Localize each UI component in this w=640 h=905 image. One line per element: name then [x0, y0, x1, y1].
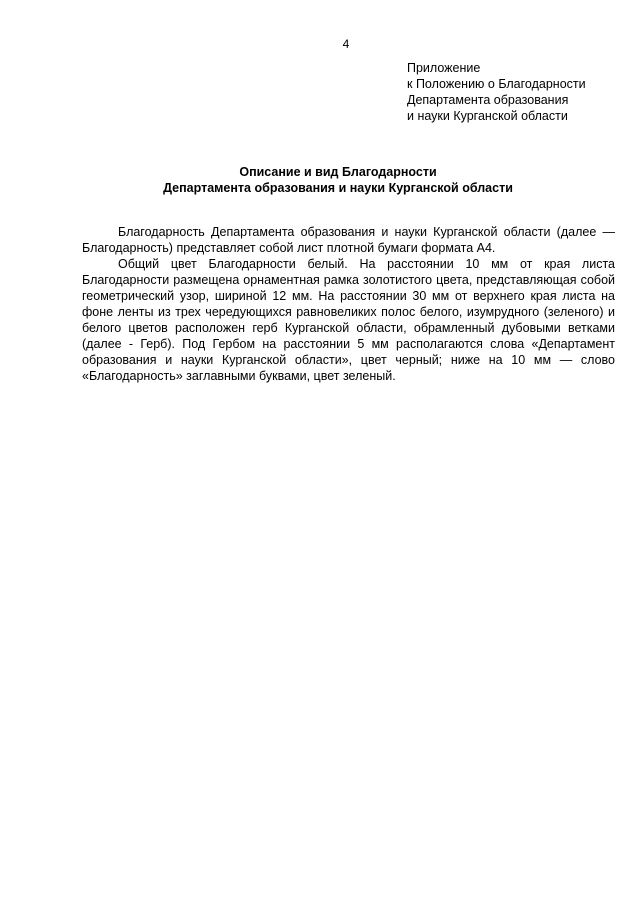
appendix-header	[407, 60, 586, 124]
body-paragraph: Благодарность Департамента образования и науки Курганской области (далее — Благодарность) представляет собой лист плотной бумаги формата А4.	[82, 225, 615, 255]
document-title	[0, 164, 640, 196]
appendix-line: и науки Курганской области	[407, 109, 568, 123]
title-line-2: Департамента образования и науки Курганской области	[163, 181, 513, 195]
appendix-line: Приложение	[407, 61, 481, 75]
body-paragraph: Общий цвет Благодарности белый. На расстоянии 10 мм от края листа Благодарности размещена орнаментная рамка золотистого цвета, представляющая собой геометрический узор, шириной 12 мм. На расстоянии 30 мм от верхнего края листа на фоне ленты из трех чередующихся равновеликих полос белого, изумрудного (зеленого) и белого цветов расположен герб Курганской области, обрамленный дубовыми ветками (далее - Герб). Под Гербом на расстоянии 5 мм располагаются слова «Департамент образования и науки Курганской области», цвет черный; ниже на 10 мм — слово «Благодарность» заглавными буквами, цвет зеленый.	[82, 257, 615, 383]
title-line-1: Описание и вид Благодарности	[239, 165, 437, 179]
document-body	[82, 224, 615, 384]
appendix-line: Департамента образования	[407, 93, 569, 107]
page-number: 4	[342, 37, 350, 51]
appendix-line: к Положению о Благодарности	[407, 77, 586, 91]
